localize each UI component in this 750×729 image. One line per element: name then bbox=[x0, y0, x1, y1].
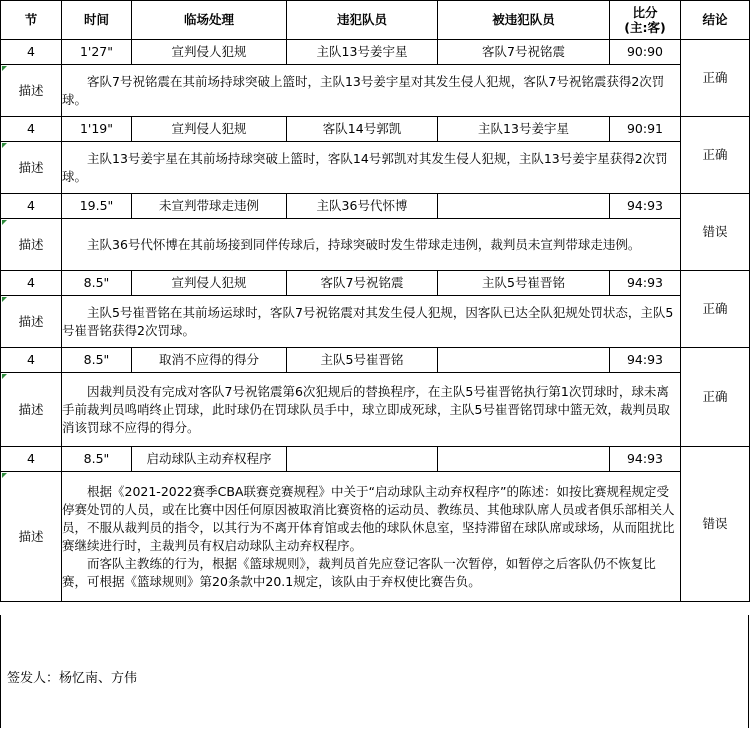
event-score: 90:91 bbox=[610, 117, 681, 142]
event-description bbox=[62, 472, 681, 602]
event-offender: 主队36号代怀博 bbox=[287, 194, 438, 219]
event-conclusion: 错误 bbox=[681, 447, 750, 602]
description-label: 描述 bbox=[1, 65, 62, 117]
event-decision: 宣判侵人犯规 bbox=[132, 271, 287, 296]
event-score: 94:93 bbox=[610, 447, 681, 472]
event-description bbox=[62, 219, 681, 271]
event-offender bbox=[287, 447, 438, 472]
description-row bbox=[1, 65, 750, 117]
header-score-label: 比分 bbox=[632, 5, 658, 20]
event-row bbox=[1, 447, 750, 472]
description-text: 主队36号代怀博在其前场接到同伴传球后，持球突破时发生带球走违例，裁判员未宣判带球走违例。 bbox=[87, 236, 641, 252]
event-description bbox=[62, 296, 681, 348]
description-label: 描述 bbox=[1, 472, 62, 602]
header-decision: 临场处理 bbox=[132, 1, 287, 40]
event-conclusion: 正确 bbox=[681, 348, 750, 447]
event-score: 90:90 bbox=[610, 40, 681, 65]
event-time: 1'27" bbox=[62, 40, 132, 65]
signer: 签发人：杨忆南、方伟 bbox=[7, 671, 138, 686]
event-time: 8.5" bbox=[62, 447, 132, 472]
event-decision: 取消不应得的得分 bbox=[132, 348, 287, 373]
event-decision: 未宣判带球走违例 bbox=[132, 194, 287, 219]
event-offender: 主队13号姜宇星 bbox=[287, 40, 438, 65]
event-fouled bbox=[438, 348, 610, 373]
header-score-sub: (主:客) bbox=[624, 20, 666, 35]
event-time: 19.5" bbox=[62, 194, 132, 219]
description-row bbox=[1, 219, 750, 271]
event-row bbox=[1, 348, 750, 373]
event-fouled: 主队13号姜宇星 bbox=[438, 117, 610, 142]
event-fouled: 客队7号祝铭震 bbox=[438, 40, 610, 65]
event-decision: 宣判侵人犯规 bbox=[132, 117, 287, 142]
description-text: 而客队主教练的行为，根据《篮球规则》，裁判员首先应登记客队一次暂停，如暂停之后客队仍不恢复比赛，可根据《篮球规则》第20条款中20.1规定，该队由于弃权使比赛告负。 bbox=[62, 555, 656, 589]
event-fouled bbox=[438, 447, 610, 472]
event-time: 1'19" bbox=[62, 117, 132, 142]
description-text: 客队7号祝铭震在其前场持球突破上篮时，主队13号姜宇星对其发生侵人犯规，客队7号祝铭震获得2次罚球。 bbox=[62, 73, 665, 107]
event-row bbox=[1, 117, 750, 142]
event-score: 94:93 bbox=[610, 271, 681, 296]
event-description bbox=[62, 373, 681, 447]
description-row bbox=[1, 373, 750, 447]
event-period: 4 bbox=[1, 348, 62, 373]
description-text: 因裁判员没有完成对客队7号祝铭震第6次犯规后的替换程序，在主队5号崔晋铭执行第1次罚球时，球未离手前裁判员鸣哨终止罚球，此时球仍在罚球队员手中，球立即成死球，主队5号崔晋铭罚球中篮无效，裁判员取消该罚球不应得的得分。 bbox=[62, 383, 670, 435]
event-description bbox=[62, 65, 681, 117]
description-row bbox=[1, 142, 750, 194]
description-label: 描述 bbox=[1, 219, 62, 271]
header-score bbox=[610, 1, 681, 40]
event-fouled: 主队5号崔晋铭 bbox=[438, 271, 610, 296]
description-text: 根据《2021-2022赛季CBA联赛竞赛规程》中关于“启动球队主动弃权程序”的陈述：如按比赛规程规定受停赛处罚的人员，或在比赛中因任何原因被取消比赛资格的运动员、教练员、其他球队席人员或者俱乐部相关人员，不服从裁判员的指令，以其行为不离开体育馆或去他的球队休息室，坚持滞留在球队席或球场，从而阻扰比赛继续进行时，主裁判员有权启动球队主动弃权程序。 bbox=[62, 483, 675, 553]
event-conclusion: 正确 bbox=[681, 40, 750, 117]
event-period: 4 bbox=[1, 117, 62, 142]
event-score: 94:93 bbox=[610, 348, 681, 373]
event-row bbox=[1, 40, 750, 65]
description-row bbox=[1, 472, 750, 602]
event-conclusion: 错误 bbox=[681, 194, 750, 271]
event-period: 4 bbox=[1, 271, 62, 296]
event-fouled bbox=[438, 194, 610, 219]
event-score: 94:93 bbox=[610, 194, 681, 219]
header-offender: 违犯队员 bbox=[287, 1, 438, 40]
event-decision: 启动球队主动弃权程序 bbox=[132, 447, 287, 472]
event-offender: 客队7号祝铭震 bbox=[287, 271, 438, 296]
description-label: 描述 bbox=[1, 142, 62, 194]
event-conclusion: 正确 bbox=[681, 117, 750, 194]
event-conclusion: 正确 bbox=[681, 271, 750, 348]
description-text: 主队5号崔晋铭在其前场运球时，客队7号祝铭震对其发生侵人犯规，因客队已达全队犯规处罚状态，主队5号崔晋铭获得2次罚球。 bbox=[62, 304, 674, 338]
description-label: 描述 bbox=[1, 373, 62, 447]
event-description bbox=[62, 142, 681, 194]
description-text: 主队13号姜宇星在其前场持球突破上篮时，客队14号郭凯对其发生侵人犯规，主队13号姜宇星获得2次罚球。 bbox=[62, 150, 668, 184]
event-row bbox=[1, 271, 750, 296]
header-row bbox=[1, 1, 750, 40]
header-conclusion: 结论 bbox=[681, 1, 750, 40]
event-offender: 客队14号郭凯 bbox=[287, 117, 438, 142]
header-period: 节 bbox=[1, 1, 62, 40]
header-fouled: 被违犯队员 bbox=[438, 1, 610, 40]
event-period: 4 bbox=[1, 194, 62, 219]
event-time: 8.5" bbox=[62, 271, 132, 296]
event-decision: 宣判侵人犯规 bbox=[132, 40, 287, 65]
event-period: 4 bbox=[1, 40, 62, 65]
event-offender: 主队5号崔晋铭 bbox=[287, 348, 438, 373]
description-row bbox=[1, 296, 750, 348]
description-label: 描述 bbox=[1, 296, 62, 348]
event-period: 4 bbox=[1, 447, 62, 472]
header-time: 时间 bbox=[62, 1, 132, 40]
event-row bbox=[1, 194, 750, 219]
event-time: 8.5" bbox=[62, 348, 132, 373]
